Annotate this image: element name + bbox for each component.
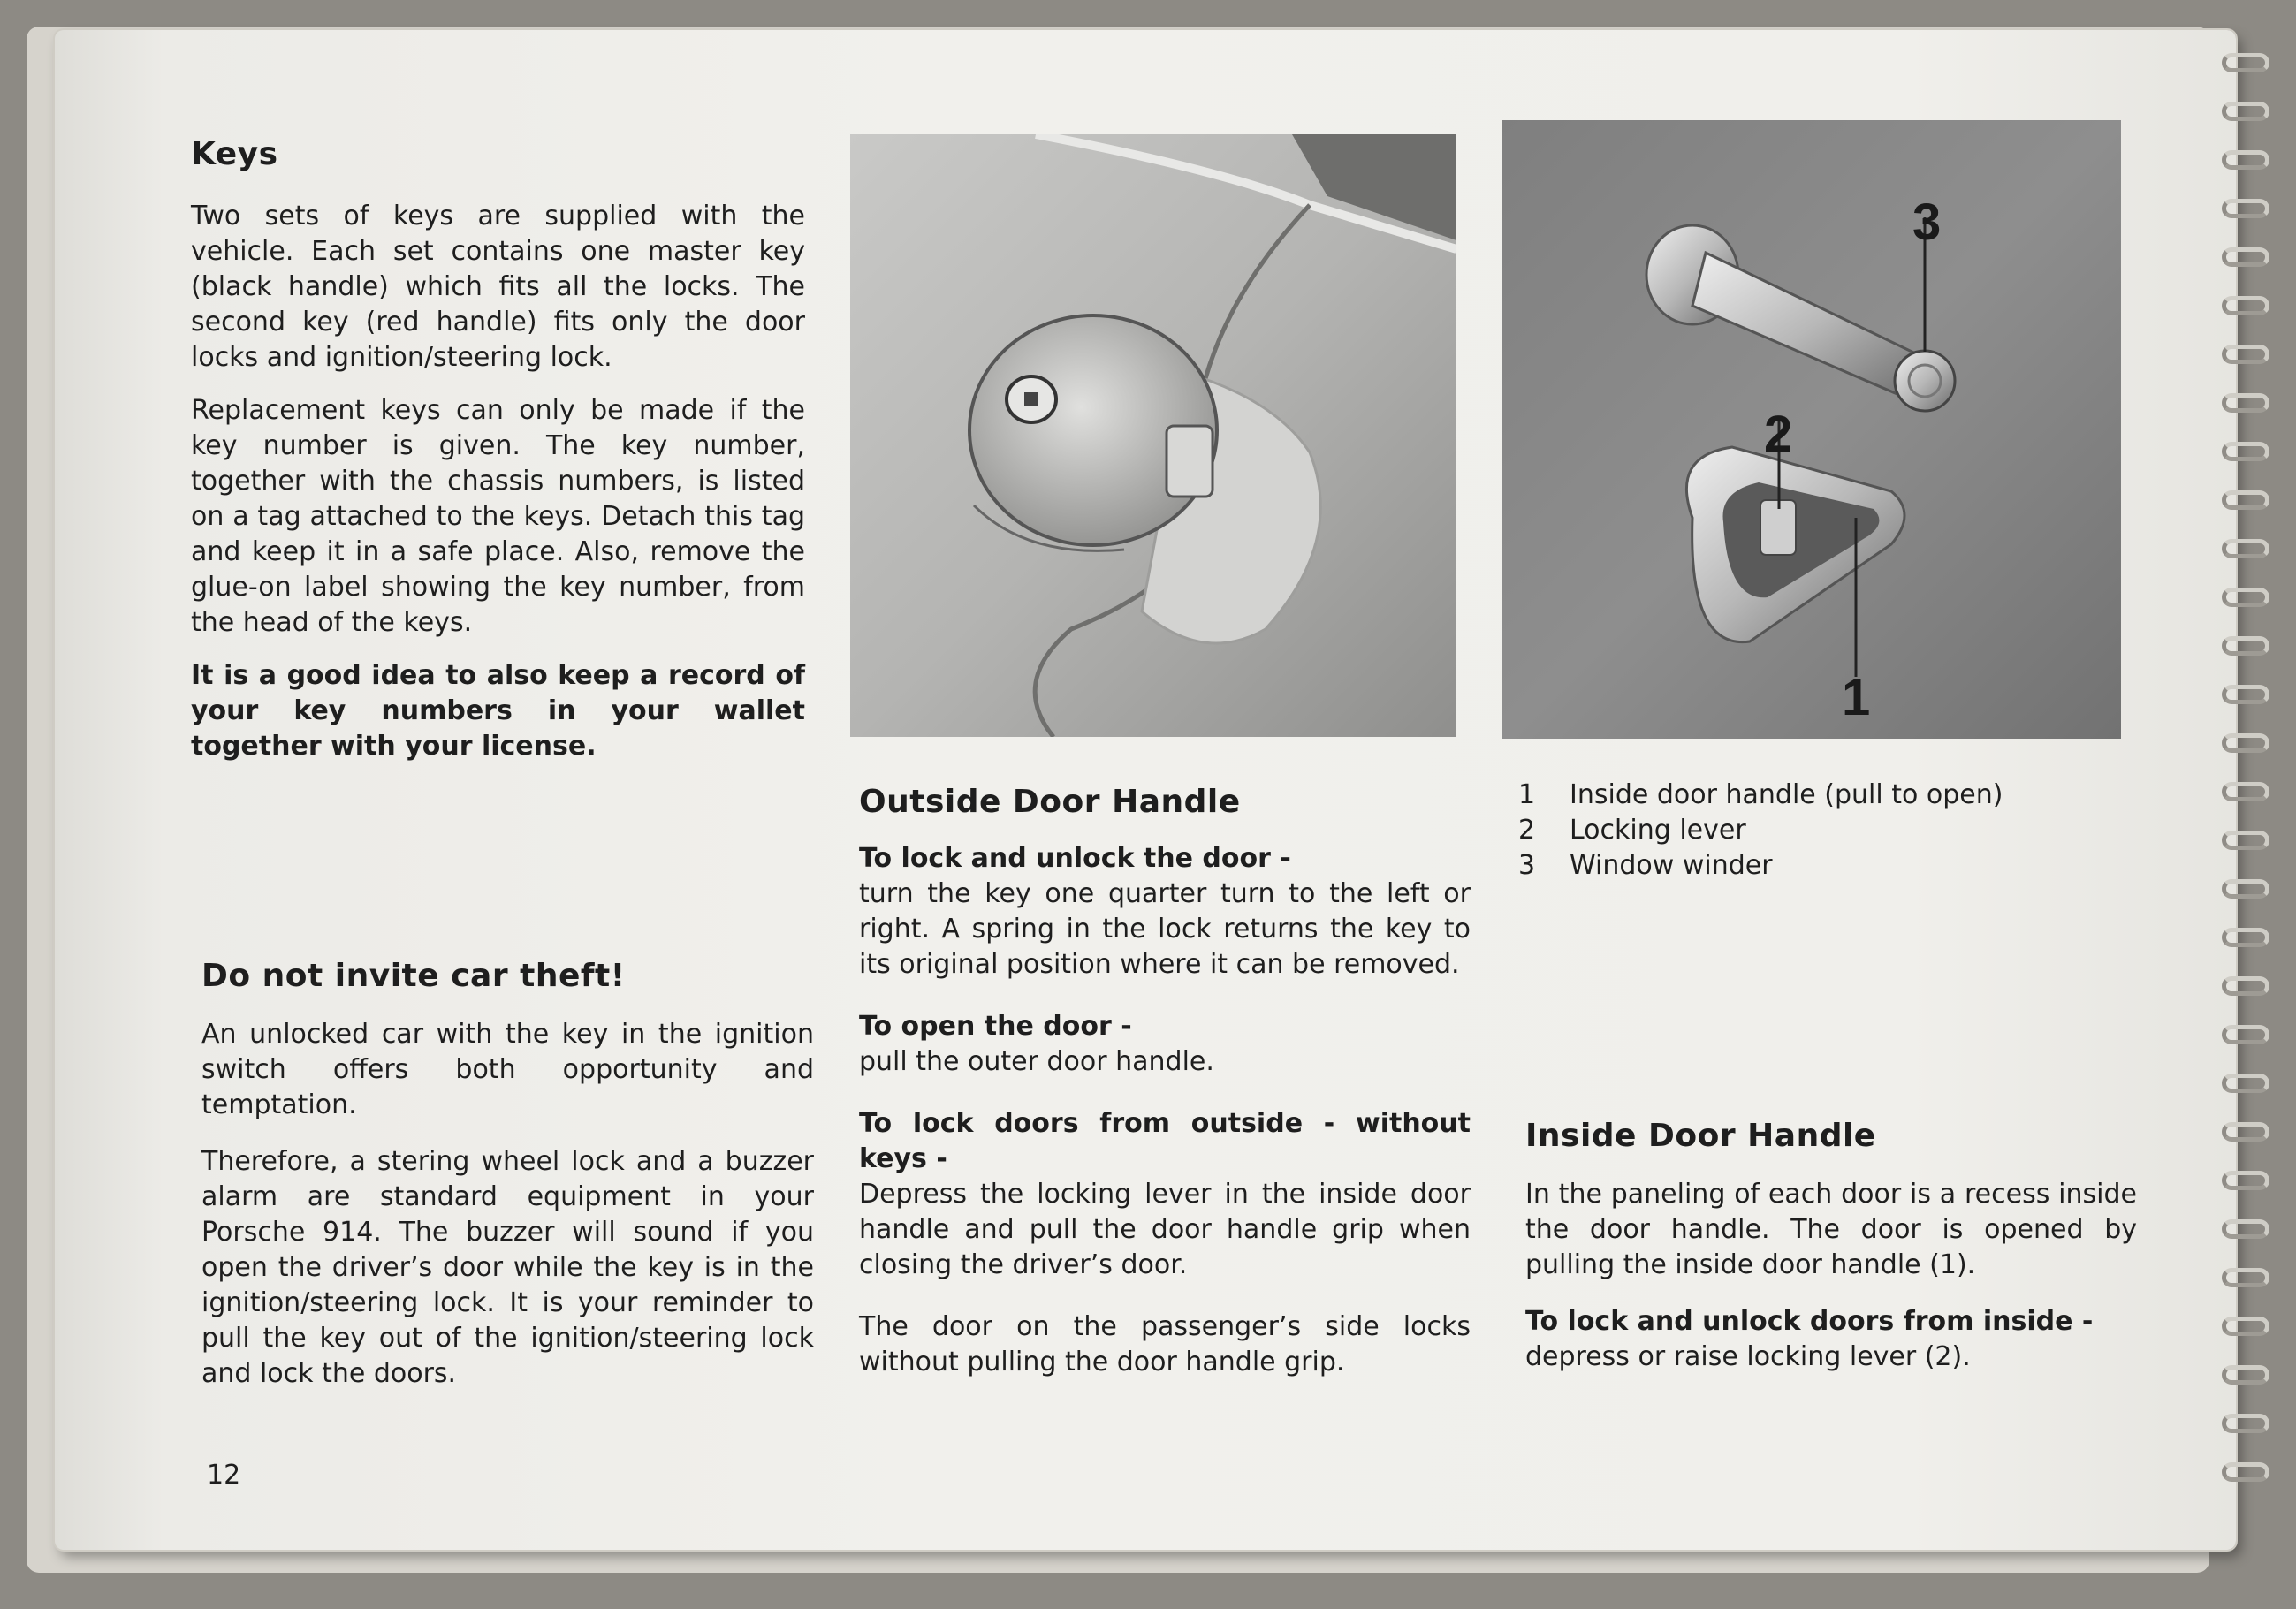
legend-item: 2 Locking lever	[1518, 815, 1746, 846]
keys-para-2: Replacement keys can only be made if the key number is given. The key number, together with the chassis numbers, is listed on a tag attached to the keys. Detach this tag and keep it in a safe place. Also, remove the glue-on label showing the key number, from the head of the keys.	[191, 395, 805, 638]
outside-text-1: turn the key one quarter turn to the left or right. A spring in the lock returns the key to its original position where it can be removed.	[859, 878, 1471, 980]
inside-sub-1: To lock and unlock doors from inside -	[1525, 1306, 2094, 1337]
outside-sub-3: To lock doors from outside - without keys -	[859, 1108, 1471, 1174]
keys-section	[191, 137, 805, 764]
callout-2: 2	[1764, 406, 1793, 463]
keys-heading: Keys	[191, 136, 278, 172]
photo-legend	[1518, 778, 2137, 884]
callout-1: 1	[1842, 669, 1871, 726]
keys-para-1: Two sets of keys are supplied with the vehicle. Each set contains one master key (black handle) which fits all the locks. The second key (red handle) fits only the door locks and ignition/steering lock.	[191, 201, 805, 373]
outside-heading: Outside Door Handle	[859, 784, 1241, 820]
page-number: 12	[207, 1460, 241, 1491]
inside-text-1: In the paneling of each door is a recess inside the door handle. The door is opened by pulling the inside door handle (1).	[1525, 1179, 2137, 1280]
outside-sub-1: To lock and unlock the door -	[859, 843, 1291, 874]
outside-text-2: pull the outer door handle.	[859, 1046, 1214, 1077]
spiral-binding	[2216, 35, 2278, 1555]
inside-section	[1525, 1119, 2137, 1375]
theft-para-1: An unlocked car with the key in the ignition switch offers both opportunity and temptation.	[201, 1019, 814, 1120]
callout-3: 3	[1912, 194, 1942, 251]
legend-item: 3 Window winder	[1518, 850, 1773, 881]
outside-sub-2: To open the door -	[859, 1011, 1132, 1042]
inside-handle-photo	[1502, 120, 2121, 739]
inside-text-2: depress or raise locking lever (2).	[1525, 1341, 1971, 1372]
inside-heading: Inside Door Handle	[1525, 1118, 1876, 1154]
theft-section	[201, 959, 814, 1392]
outside-text-4: The door on the passenger’s side locks without pulling the door handle grip.	[859, 1311, 1471, 1378]
legend-item: 1 Inside door handle (pull to open)	[1518, 779, 2003, 810]
theft-heading: Do not invite car theft!	[201, 958, 626, 994]
outside-text-3: Depress the locking lever in the inside door handle and pull the door handle grip when closing the driver’s door.	[859, 1179, 1471, 1280]
outside-section	[859, 785, 1471, 1380]
keys-note: It is a good idea to also keep a record of your key numbers in your wallet together with your license.	[191, 660, 805, 762]
outside-handle-photo	[850, 134, 1456, 737]
theft-para-2: Therefore, a stering wheel lock and a buzzer alarm are standard equipment in your Porsche 914. The buzzer will sound if you open the driver’s door while the key is in the ignition/steering lock. It is your reminder to pull the key out of the ignition/steering lock and lock the doors.	[201, 1146, 814, 1389]
